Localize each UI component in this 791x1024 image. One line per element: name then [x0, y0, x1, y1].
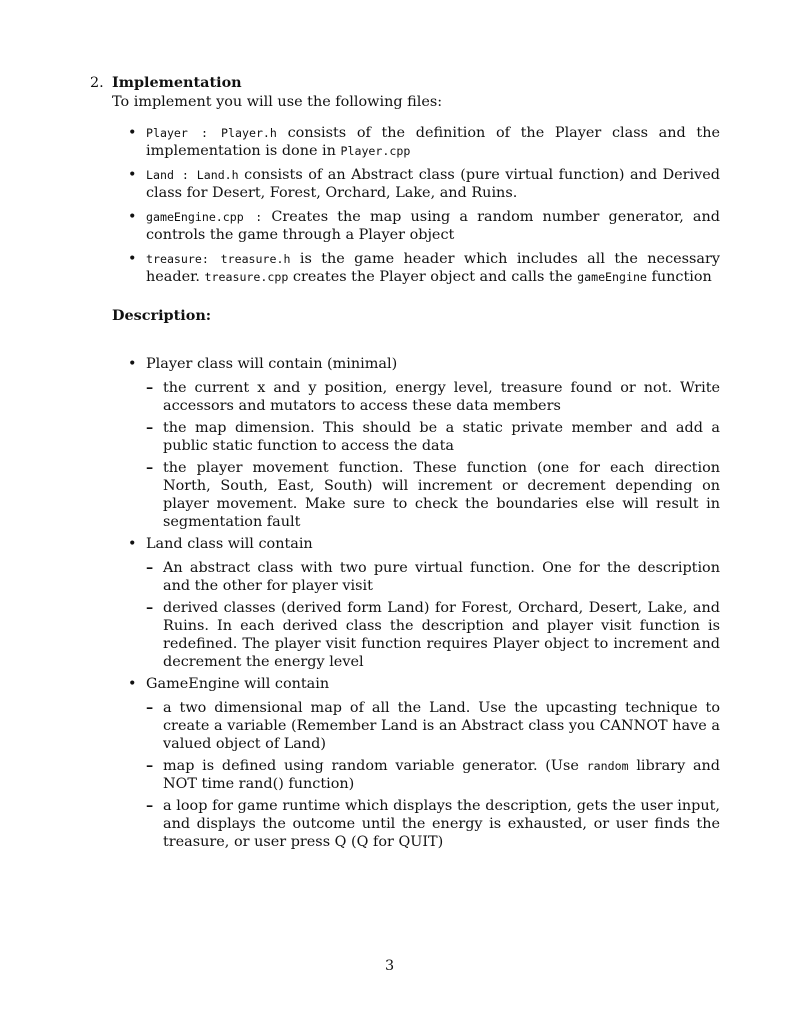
file-code-tertiary: gameEngine: [577, 270, 647, 284]
sub-item: [146, 379, 720, 415]
bullet-icon: •: [128, 167, 137, 183]
file-list: [128, 124, 720, 292]
file-code: treasure: treasure.h: [146, 252, 291, 266]
desc-label: GameEngine will contain: [146, 676, 330, 692]
sub-item: [146, 559, 720, 595]
sub-text: a loop for game runtime which displays the description, gets the user input, and displays the outcome until the energy is exhausted, or user finds the treasure, or user press Q (Q for QUIT): [163, 798, 720, 850]
file-code: Player : Player.h: [146, 126, 277, 140]
sub-item: [146, 459, 720, 531]
file-item-land: [128, 166, 720, 202]
dash-icon: –: [146, 559, 154, 576]
desc-item-land: [128, 535, 720, 671]
sub-text: a two dimensional map of all the Land. Use the upcasting technique to create a variable (Remember Land is an Abstract class you CANNOT have a valued object of Land): [163, 700, 720, 752]
dash-icon: –: [146, 797, 154, 814]
bullet-icon: •: [128, 209, 137, 225]
sub-item: [146, 419, 720, 455]
sub-text: derived classes (derived form Land) for Forest, Orchard, Desert, Lake, and Ruins. In each derived class the description and player visit function is redefined. The player visit function requires Player object to increment and decrement the energy level: [163, 600, 720, 670]
file-text: consists of an Abstract class (pure virtual function) and Derived class for Desert, Forest, Orchard, Lake, and Ruins.: [146, 167, 721, 201]
sub-item: [146, 599, 720, 671]
desc-label: Player class will contain (minimal): [146, 356, 398, 372]
sub-item: [146, 699, 720, 753]
sub-text: the current x and y position, energy level, treasure found or not. Write accessors and mutators to access these data members: [163, 380, 720, 414]
sub-list: [146, 559, 720, 671]
sub-item: [146, 757, 720, 793]
file-item-treasure: [128, 250, 720, 286]
page-number: 3: [385, 958, 395, 974]
sub-item: [146, 797, 720, 851]
bullet-icon: •: [128, 536, 137, 552]
file-text: Creates the map using a random number generator, and controls the game through a Player object: [146, 209, 720, 243]
description-list: [128, 355, 720, 855]
section-number: 2.: [90, 75, 104, 91]
file-text-secondary: creates the Player object and calls the: [288, 269, 578, 285]
description-heading: Description:: [112, 307, 212, 324]
sub-text: the player movement function. These function (one for each direction North, South, East, South) will increment or decrement depending on player movement. Make sure to check the boundaries else will result in segmentation fault: [163, 460, 720, 530]
file-code: Land : Land.h: [146, 168, 239, 182]
section-title: Implementation: [112, 74, 242, 91]
sub-text: library and NOT time rand() function): [163, 758, 720, 792]
file-item-gameengine: [128, 208, 720, 244]
desc-label: Land class will contain: [146, 536, 313, 552]
dash-icon: –: [146, 419, 154, 436]
file-text-tertiary: function: [646, 269, 712, 285]
desc-item-gameengine: [128, 675, 720, 851]
file-code-secondary: treasure.cpp: [204, 270, 289, 284]
bullet-icon: •: [128, 676, 137, 692]
dash-icon: –: [146, 459, 154, 476]
intro-text: To implement you will use the following files:: [112, 94, 443, 110]
file-item-player: [128, 124, 720, 160]
file-code: gameEngine.cpp :: [146, 210, 263, 224]
dash-icon: –: [146, 379, 154, 396]
sub-text: An abstract class with two pure virtual function. One for the description and the other for player visit: [163, 560, 720, 594]
bullet-icon: •: [128, 125, 137, 141]
sub-text: map is defined using random variable generator. (Use: [163, 758, 587, 774]
inline-code: random: [586, 759, 629, 773]
sub-text: the map dimension. This should be a static private member and add a public static function to access the data: [163, 420, 720, 454]
sub-list: [146, 699, 720, 851]
file-code-secondary: Player.cpp: [340, 144, 411, 158]
desc-item-player: [128, 355, 720, 531]
bullet-icon: •: [128, 356, 137, 372]
bullet-icon: •: [128, 251, 137, 267]
section-heading: [90, 74, 730, 92]
file-text: consists of the definition of the Player class and the implementation is done in: [146, 125, 721, 159]
file-text: is the game header which includes all the necessary header.: [146, 251, 720, 285]
dash-icon: –: [146, 699, 154, 716]
dash-icon: –: [146, 757, 154, 774]
sub-list: [146, 379, 720, 531]
dash-icon: –: [146, 599, 154, 616]
